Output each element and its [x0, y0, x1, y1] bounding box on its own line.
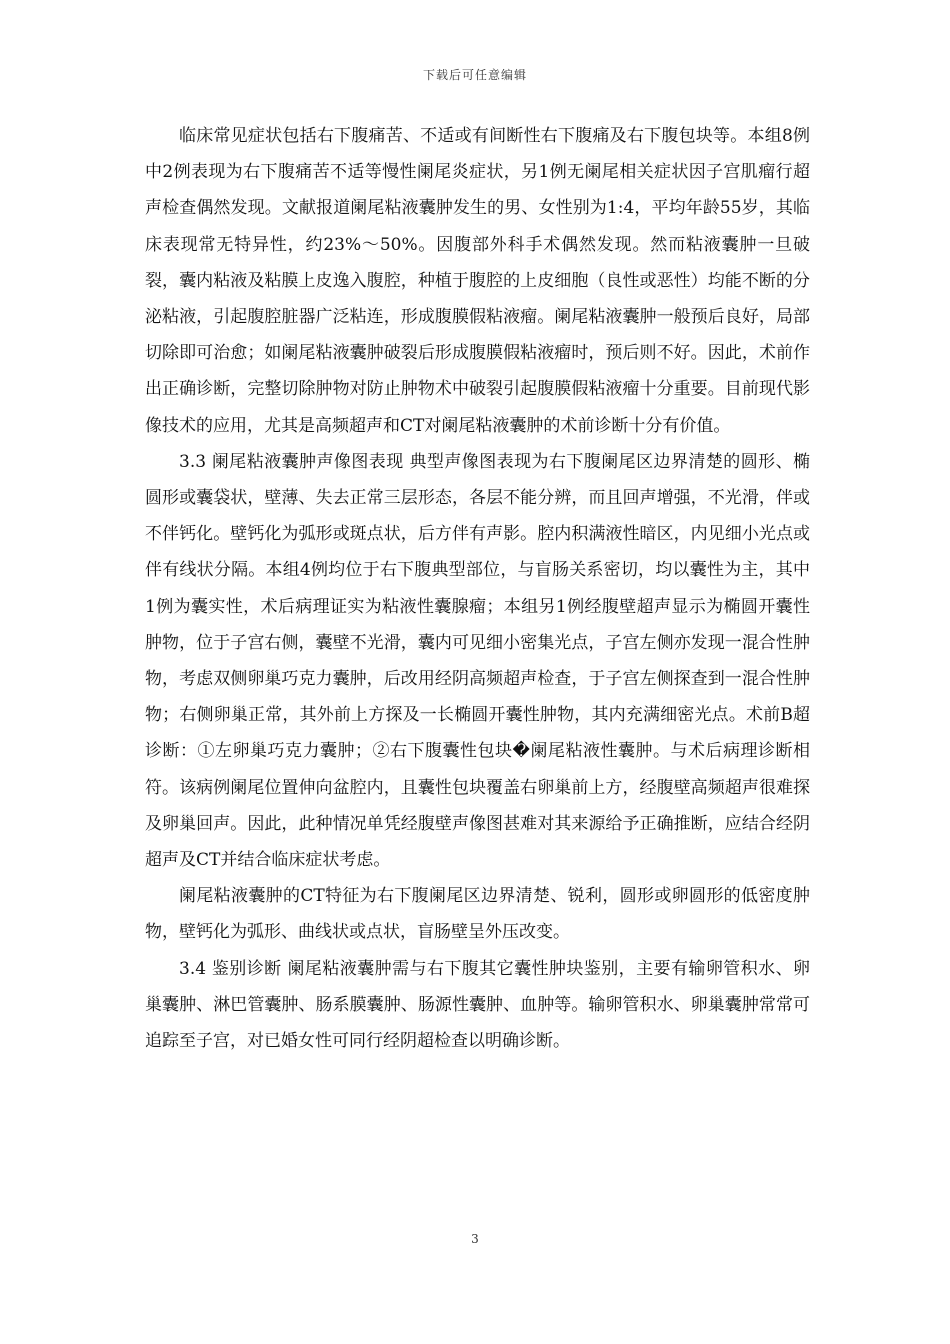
paragraph-clinical-symptoms: 临床常见症状包括右下腹痛苦、不适或有间断性右下腹痛及右下腹包块等。本组8例中2例表现为右下腹痛苦不适等慢性阑尾炎症状，另1例无阑尾相关症状因子宫肌瘤行超声检查偶然发现。文献报道阑尾粘液囊肿发生的男、女性别为1:4，平均年龄55岁，其临床表现常无特异性，约23%～50%。因腹部外科手术偶然发现。然而粘液囊肿一旦破裂，囊内粘液及粘膜上皮逸入腹腔，种植于腹腔的上皮细胞（良性或恶性）均能不断的分泌粘液，引起腹腔脏器广泛粘连，形成腹膜假粘液瘤。阑尾粘液囊肿一般预后良好，局部切除即可治愈；如阑尾粘液囊肿破裂后形成腹膜假粘液瘤时，预后则不好。因此，术前作出正确诊断，完整切除肿物对防止肿物术中破裂引起腹膜假粘液瘤十分重要。目前现代影像技术的应用，尤其是高频超声和CT对阑尾粘液囊肿的术前诊断十分有价值。	[145, 126, 810, 436]
paragraph-ct-features: 阑尾粘液囊肿的CT特征为右下腹阑尾区边界清楚、锐利，圆形或卵圆形的低密度肿物，壁钙化为弧形、曲线状或点状，盲肠壁呈外压改变。	[145, 886, 810, 943]
document-body	[145, 118, 810, 1059]
paragraph-differential-diagnosis: 3.4 鉴别诊断 阑尾粘液囊肿需与右下腹其它囊性肿块鉴别，主要有输卵管积水、卵巢囊肿、淋巴管囊肿、肠系膜囊肿、肠源性囊肿、血肿等。输卵管积水、卵巢囊肿常常可追踪至子宫，对已婚女性可同行经阴超检查以明确诊断。	[145, 958, 810, 1052]
page-header: 下载后可任意编辑	[422, 68, 527, 82]
paragraph-ultrasound-findings: 3.3 阑尾粘液囊肿声像图表现 典型声像图表现为右下腹阑尾区边界清楚的圆形、椭圆形或囊袋状，壁薄、失去正常三层形态，各层不能分辨，而且回声增强，不光滑，伴或不伴钙化。壁钙化为弧形或斑点状，后方伴有声影。腔内积满液性暗区，内见细小光点或伴有线状分隔。本组4例均位于右下腹典型部位，与盲肠关系密切，均以囊性为主，其中1例为囊实性，术后病理证实为粘液性囊腺瘤；本组另1例经腹壁超声显示为椭圆开囊性肿物，位于子宫右侧，囊壁不光滑，囊内可见细小密集光点，子宫左侧亦发现一混合性肿物，考虑双侧卵巢巧克力囊肿，后改用经阴高频超声检查，于子宫左侧探查到一混合性肿物；右侧卵巢正常，其外前上方探及一长椭圆开囊性肿物，其内充满细密光点。术前B超诊断：①左卵巢巧克力囊肿；②右下腹囊性包块�阑尾粘液性囊肿。与术后病理诊断相符。该病例阑尾位置伸向盆腔内，且囊性包块覆盖右卵巢前上方，经腹壁高频超声很难探及卵巢回声。因此，此种情况单凭经腹壁声像图甚难对其来源给予正确推断，应结合经阴超声及CT并结合临床症状考虑。	[145, 451, 810, 871]
page-number: 3	[471, 1232, 479, 1246]
